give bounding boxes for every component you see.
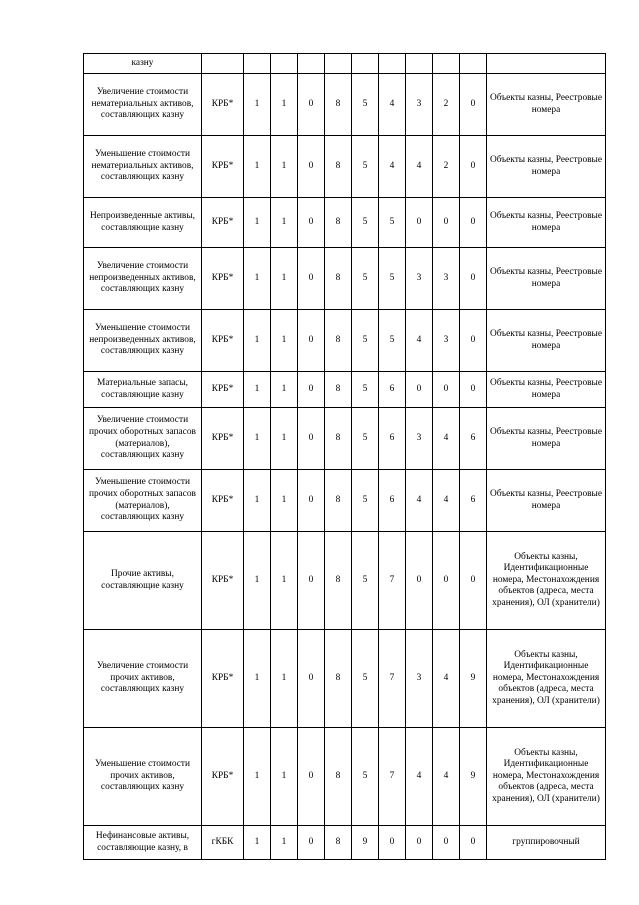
account-digit-cell: 7 xyxy=(379,728,406,826)
account-digit-cell: 1 xyxy=(271,532,298,630)
code-cell: КРБ* xyxy=(202,248,244,310)
account-digit-cell: 0 xyxy=(406,532,433,630)
code-cell xyxy=(202,54,244,74)
account-digit-cell: 0 xyxy=(298,310,325,372)
account-digit-cell: 0 xyxy=(460,310,487,372)
account-digit-cell: 0 xyxy=(298,198,325,248)
table-row xyxy=(84,826,606,860)
account-digit-cell: 1 xyxy=(244,630,271,728)
account-digit-cell: 5 xyxy=(379,248,406,310)
analytics-cell: Объекты казны, Реестровые номера xyxy=(487,198,606,248)
account-name-cell: Увеличение стоимости прочих оборотных запасов (материалов), составляющих казну xyxy=(84,408,202,470)
account-digit-cell: 1 xyxy=(244,74,271,136)
code-cell: гКБК xyxy=(202,826,244,860)
account-digit-cell: 6 xyxy=(460,408,487,470)
account-digit-cell: 4 xyxy=(406,310,433,372)
account-digit-cell: 1 xyxy=(271,198,298,248)
account-digit-cell: 1 xyxy=(244,826,271,860)
account-digit-cell: 1 xyxy=(271,630,298,728)
analytics-cell: Объекты казны, Идентификационные номера, Местонахождения объектов (адреса, места хранения), ОЛ (хранители) xyxy=(487,532,606,630)
account-digit-cell: 3 xyxy=(406,248,433,310)
account-digit-cell xyxy=(406,54,433,74)
account-name-cell: Уменьшение стоимости нематериальных активов, составляющих казну xyxy=(84,136,202,198)
analytics-cell: Объекты казны, Реестровые номера xyxy=(487,74,606,136)
account-digit-cell: 0 xyxy=(379,826,406,860)
code-cell: КРБ* xyxy=(202,408,244,470)
account-digit-cell: 1 xyxy=(271,136,298,198)
account-digit-cell: 4 xyxy=(433,728,460,826)
table-row xyxy=(84,532,606,630)
account-digit-cell: 0 xyxy=(406,198,433,248)
account-digit-cell: 0 xyxy=(406,372,433,408)
account-digit-cell: 8 xyxy=(325,532,352,630)
account-digit-cell: 5 xyxy=(352,372,379,408)
account-digit-cell: 8 xyxy=(325,136,352,198)
account-digit-cell: 4 xyxy=(433,470,460,532)
account-digit-cell xyxy=(379,54,406,74)
account-digit-cell: 3 xyxy=(433,310,460,372)
account-digit-cell: 6 xyxy=(460,470,487,532)
account-digit-cell: 6 xyxy=(379,408,406,470)
account-name-cell: Материальные запасы, составляющие казну xyxy=(84,372,202,408)
account-digit-cell: 0 xyxy=(460,74,487,136)
analytics-cell: Объекты казны, Реестровые номера xyxy=(487,310,606,372)
table-body xyxy=(84,54,606,860)
table-row xyxy=(84,248,606,310)
account-digit-cell: 9 xyxy=(460,630,487,728)
account-digit-cell: 8 xyxy=(325,408,352,470)
account-digit-cell: 3 xyxy=(433,248,460,310)
account-name-cell: Увеличение стоимости непроизведенных активов, составляющих казну xyxy=(84,248,202,310)
account-digit-cell: 0 xyxy=(298,74,325,136)
account-digit-cell: 2 xyxy=(433,136,460,198)
account-digit-cell: 0 xyxy=(433,826,460,860)
table-row xyxy=(84,198,606,248)
account-name-cell: Увеличение стоимости прочих активов, составляющих казну xyxy=(84,630,202,728)
account-name-cell: Уменьшение стоимости прочих активов, составляющих казну xyxy=(84,728,202,826)
account-name-cell: казну xyxy=(84,54,202,74)
account-digit-cell: 0 xyxy=(298,248,325,310)
account-digit-cell: 8 xyxy=(325,728,352,826)
account-digit-cell xyxy=(433,54,460,74)
account-name-cell: Непроизведенные активы, составляющие казну xyxy=(84,198,202,248)
account-digit-cell: 8 xyxy=(325,248,352,310)
account-name-cell: Увеличение стоимости нематериальных активов, составляющих казну xyxy=(84,74,202,136)
account-digit-cell: 0 xyxy=(460,532,487,630)
account-digit-cell: 0 xyxy=(298,136,325,198)
account-digit-cell: 9 xyxy=(352,826,379,860)
account-digit-cell xyxy=(271,54,298,74)
account-digit-cell: 4 xyxy=(406,470,433,532)
account-digit-cell: 0 xyxy=(298,728,325,826)
code-cell: КРБ* xyxy=(202,532,244,630)
account-digit-cell: 5 xyxy=(352,728,379,826)
account-digit-cell: 1 xyxy=(271,470,298,532)
table-row xyxy=(84,54,606,74)
account-digit-cell: 0 xyxy=(460,198,487,248)
account-digit-cell: 4 xyxy=(406,728,433,826)
account-digit-cell: 8 xyxy=(325,630,352,728)
account-digit-cell: 0 xyxy=(433,532,460,630)
account-digit-cell: 8 xyxy=(325,470,352,532)
account-digit-cell: 0 xyxy=(298,470,325,532)
account-digit-cell xyxy=(298,54,325,74)
account-digit-cell: 1 xyxy=(244,470,271,532)
analytics-cell: Объекты казны, Реестровые номера xyxy=(487,470,606,532)
account-digit-cell: 0 xyxy=(460,136,487,198)
analytics-cell xyxy=(487,54,606,74)
table-row xyxy=(84,136,606,198)
account-digit-cell: 1 xyxy=(244,136,271,198)
account-digit-cell: 8 xyxy=(325,74,352,136)
account-digit-cell: 3 xyxy=(406,630,433,728)
account-digit-cell: 0 xyxy=(433,372,460,408)
account-digit-cell: 6 xyxy=(379,470,406,532)
account-digit-cell: 4 xyxy=(433,408,460,470)
account-digit-cell: 0 xyxy=(460,248,487,310)
account-digit-cell: 0 xyxy=(460,372,487,408)
code-cell: КРБ* xyxy=(202,372,244,408)
account-digit-cell: 1 xyxy=(244,310,271,372)
table-row xyxy=(84,630,606,728)
account-digit-cell: 7 xyxy=(379,532,406,630)
account-digit-cell: 5 xyxy=(352,136,379,198)
account-name-cell: Прочие активы, составляющие казну xyxy=(84,532,202,630)
account-digit-cell: 0 xyxy=(298,532,325,630)
account-digit-cell: 1 xyxy=(244,728,271,826)
account-digit-cell: 5 xyxy=(352,310,379,372)
table-row xyxy=(84,372,606,408)
table-row xyxy=(84,408,606,470)
account-digit-cell: 7 xyxy=(379,630,406,728)
account-digit-cell: 0 xyxy=(298,408,325,470)
account-digit-cell: 5 xyxy=(352,470,379,532)
table-row xyxy=(84,310,606,372)
analytics-cell: группировочный xyxy=(487,826,606,860)
code-cell: КРБ* xyxy=(202,470,244,532)
account-digit-cell: 5 xyxy=(379,198,406,248)
code-cell: КРБ* xyxy=(202,136,244,198)
account-digit-cell: 5 xyxy=(379,310,406,372)
account-digit-cell: 1 xyxy=(244,198,271,248)
account-digit-cell: 3 xyxy=(406,408,433,470)
account-digit-cell: 1 xyxy=(271,826,298,860)
account-digit-cell: 5 xyxy=(352,408,379,470)
code-cell: КРБ* xyxy=(202,728,244,826)
account-digit-cell: 5 xyxy=(352,630,379,728)
account-digit-cell: 1 xyxy=(271,248,298,310)
code-cell: КРБ* xyxy=(202,630,244,728)
account-digit-cell: 5 xyxy=(352,248,379,310)
account-digit-cell: 0 xyxy=(298,630,325,728)
account-digit-cell: 3 xyxy=(406,74,433,136)
account-digit-cell: 8 xyxy=(325,198,352,248)
account-digit-cell xyxy=(460,54,487,74)
account-digit-cell: 8 xyxy=(325,826,352,860)
table-row xyxy=(84,728,606,826)
account-digit-cell: 4 xyxy=(433,630,460,728)
account-digit-cell: 4 xyxy=(406,136,433,198)
account-digit-cell xyxy=(352,54,379,74)
account-digit-cell: 1 xyxy=(244,372,271,408)
account-digit-cell: 5 xyxy=(352,198,379,248)
account-digit-cell: 1 xyxy=(244,248,271,310)
account-digit-cell xyxy=(244,54,271,74)
analytics-cell: Объекты казны, Идентификационные номера, Местонахождения объектов (адреса, места хранения), ОЛ (хранители) xyxy=(487,630,606,728)
account-digit-cell: 4 xyxy=(379,136,406,198)
account-digit-cell: 9 xyxy=(460,728,487,826)
code-cell: КРБ* xyxy=(202,198,244,248)
account-digit-cell: 0 xyxy=(406,826,433,860)
account-digit-cell: 1 xyxy=(271,372,298,408)
account-digit-cell: 6 xyxy=(379,372,406,408)
analytics-cell: Объекты казны, Реестровые номера xyxy=(487,248,606,310)
analytics-cell: Объекты казны, Реестровые номера xyxy=(487,372,606,408)
account-digit-cell: 8 xyxy=(325,310,352,372)
table-row xyxy=(84,74,606,136)
account-digit-cell: 1 xyxy=(271,728,298,826)
account-digit-cell: 0 xyxy=(298,372,325,408)
table-row xyxy=(84,470,606,532)
account-digit-cell: 0 xyxy=(433,198,460,248)
account-digit-cell xyxy=(325,54,352,74)
account-digit-cell: 1 xyxy=(244,532,271,630)
account-name-cell: Уменьшение стоимости непроизведенных активов, составляющих казну xyxy=(84,310,202,372)
account-digit-cell: 5 xyxy=(352,532,379,630)
code-cell: КРБ* xyxy=(202,74,244,136)
account-digit-cell: 0 xyxy=(298,826,325,860)
account-digit-cell: 1 xyxy=(271,408,298,470)
account-digit-cell: 1 xyxy=(244,408,271,470)
account-digit-cell: 8 xyxy=(325,372,352,408)
account-digit-cell: 0 xyxy=(460,826,487,860)
analytics-cell: Объекты казны, Идентификационные номера, Местонахождения объектов (адреса, места хранения), ОЛ (хранители) xyxy=(487,728,606,826)
account-digit-cell: 4 xyxy=(379,74,406,136)
code-cell: КРБ* xyxy=(202,310,244,372)
account-name-cell: Уменьшение стоимости прочих оборотных запасов (материалов), составляющих казну xyxy=(84,470,202,532)
accounts-table xyxy=(83,53,606,860)
analytics-cell: Объекты казны, Реестровые номера xyxy=(487,408,606,470)
account-digit-cell: 1 xyxy=(271,74,298,136)
analytics-cell: Объекты казны, Реестровые номера xyxy=(487,136,606,198)
account-digit-cell: 2 xyxy=(433,74,460,136)
account-digit-cell: 5 xyxy=(352,74,379,136)
account-digit-cell: 1 xyxy=(271,310,298,372)
account-name-cell: Нефинансовые активы, составляющие казну, в xyxy=(84,826,202,860)
